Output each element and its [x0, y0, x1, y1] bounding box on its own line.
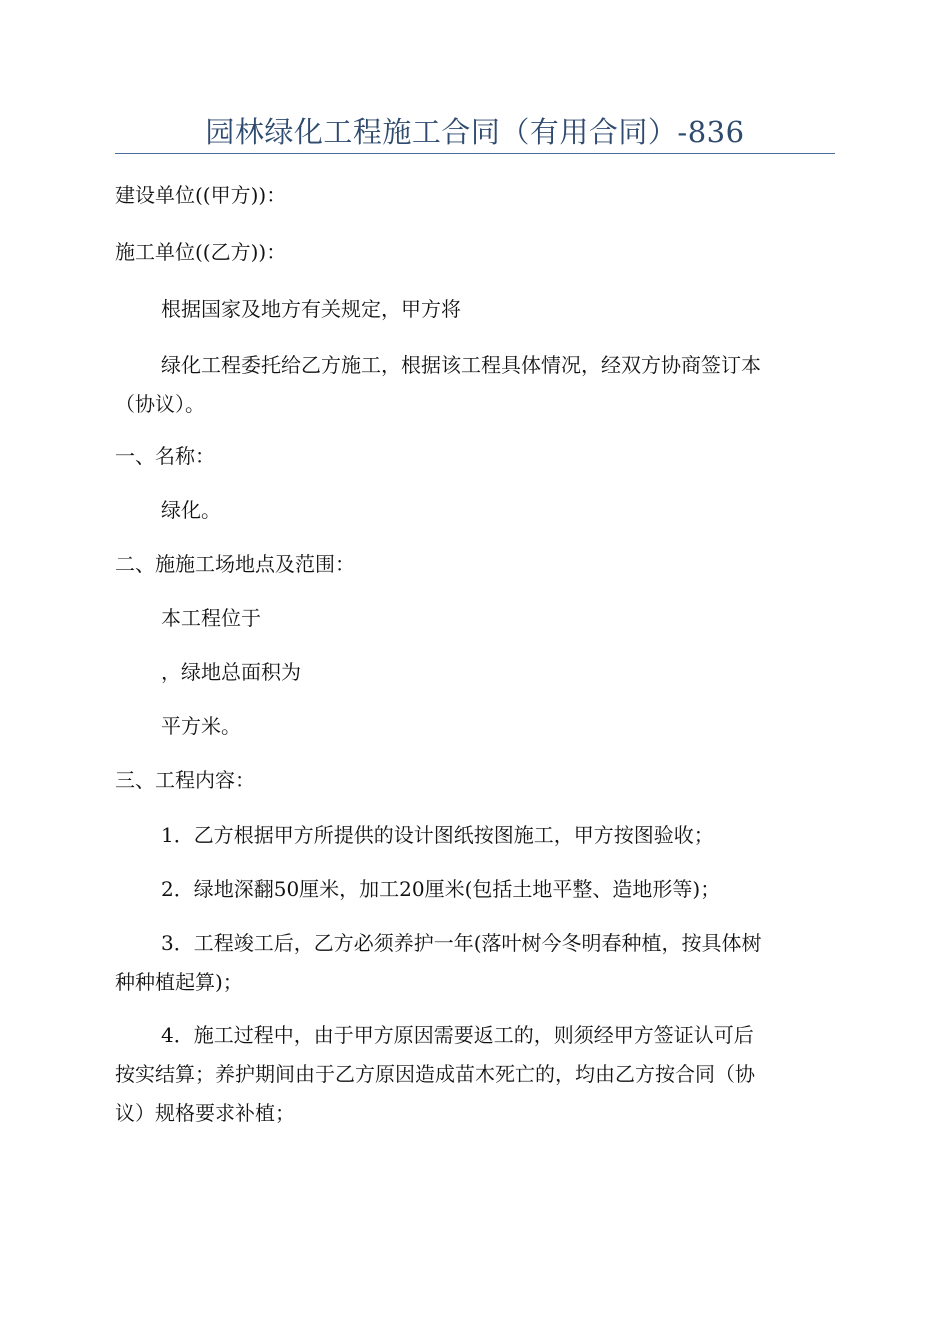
list-item: 1．乙方根据甲方所提供的设计图纸按图施工，甲方按图验收； [161, 823, 714, 847]
list-item-continuation: 议）规格要求补植； [115, 1101, 295, 1125]
list-item-continuation: 按实结算；养护期间由于乙方原因造成苗木死亡的，均由乙方按合同（协 [115, 1062, 755, 1086]
paragraph-line: ，绿地总面积为 [161, 660, 301, 684]
list-item: 2．绿地深翻50厘米，加工20厘米(包括土地平整、造地形等)； [161, 877, 721, 901]
list-item-continuation: 种种植起算)； [115, 970, 243, 994]
list-item: 4．施工过程中，由于甲方原因需要返工的，则须经甲方签证认可后 [161, 1023, 754, 1047]
section-heading: 二、施施工场地点及范围： [115, 552, 355, 576]
party-b-line: 施工单位((乙方))： [115, 240, 287, 264]
paragraph-line: 平方米。 [161, 714, 241, 738]
document-title: 园林绿化工程施工合同（有用合同）-836 [205, 115, 745, 149]
paragraph-line: 绿化。 [161, 498, 221, 522]
section-heading: 一、名称： [115, 444, 215, 468]
paragraph-line: 根据国家及地方有关规定，甲方将 [161, 297, 461, 321]
paragraph-line: （协议）。 [115, 392, 205, 416]
party-a-line: 建设单位((甲方))： [115, 183, 287, 207]
title-underline [115, 153, 835, 154]
list-item: 3．工程竣工后，乙方必须养护一年(落叶树今冬明春种植，按具体树 [161, 931, 762, 955]
paragraph-line: 本工程位于 [161, 606, 261, 630]
paragraph-line: 绿化工程委托给乙方施工，根据该工程具体情况，经双方协商签订本 [161, 353, 761, 377]
section-heading: 三、工程内容： [115, 768, 255, 792]
